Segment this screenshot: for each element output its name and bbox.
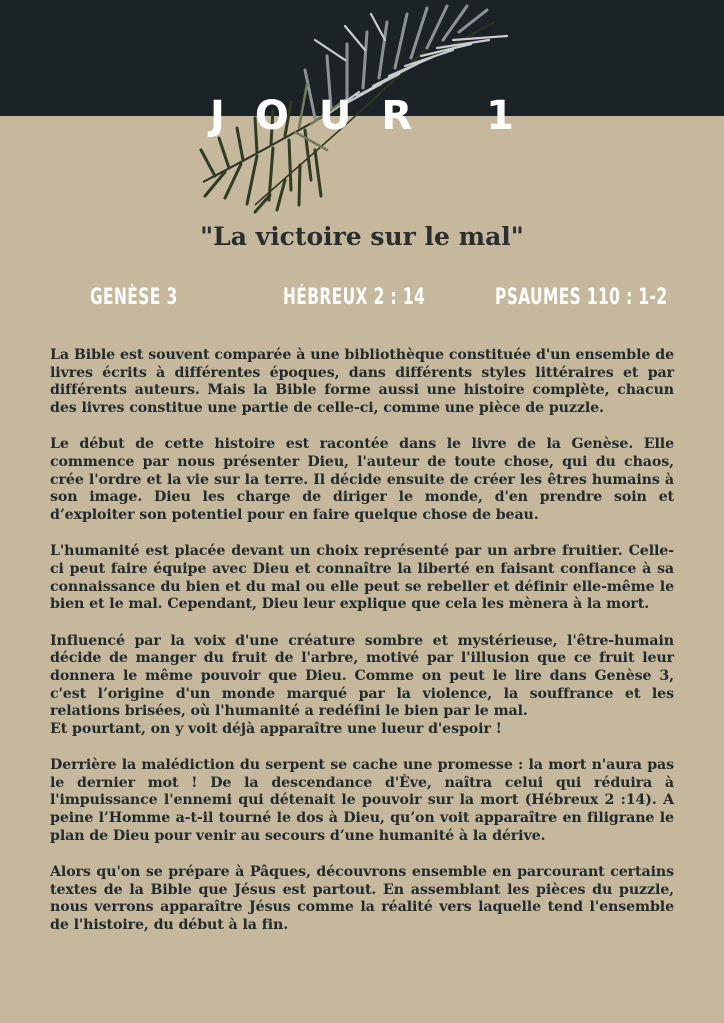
- paragraph-genesis-beginning: Le début de cette histoire est racontée dans le livre de la Genèse. Elle commence par nous présenter Dieu, l'auteur de toute chose, qui du chaos, crée l'ordre et la vie sur la terre. Il décide ensuite de créer les êtres humains à son image. Dieu les charge de diriger le monde, d'en prendre soin et d’exploiter son potentiel pour en faire quelque chose de beau.: [50, 436, 674, 523]
- paragraph-humanity-choice: L'humanité est placée devant un choix représenté par un arbre fruitier. Celle-ci peut faire équipe avec Dieu et connaître la liberté en faisant confiance à sa connaissance du bien et du mal ou elle peut se rebeller et définir elle-même le bien et le mal. Cependant, Dieu leur explique que cela les mènera à la mort.: [50, 543, 674, 613]
- paragraph-promise: Derrière la malédiction du serpent se cache une promesse : la mort n'aura pas le dernier mot ! De la descendance d'Ève, naîtra celui qui réduira à l'impuissance l'ennemi qui détenait le pouvoir sur la mort (Hébreux 2 :14). A peine l’Homme a-t-il tourné le dos à Dieu, qu’on voit apparaître en filigrane le plan de Dieu pour venir au secours d’une humanité à la dérive.: [50, 757, 674, 844]
- reference-psalms: PSAUMES 110 : 1-2: [495, 285, 668, 310]
- paragraph-easter: Alors qu'on se prépare à Pâques, découvrons ensemble en parcourant certains textes de la Bible que Jésus est partout. En assemblant les pièces du puzzle, nous verrons apparaître Jésus comme la réalité vers laquelle tend l'ensemble de l'histoire, du début à la fin.: [50, 864, 674, 934]
- paragraph-influence: Influencé par la voix d'une créature sombre et mystérieuse, l'être-humain décide de manger du fruit de l'arbre, motivé par l'illusion que ce fruit leur donnera le même pouvoir que Dieu. Comme on peut le lire dans Genèse 3, c'est l’origine d'un monde marqué par la violence, la souffrance et les relations brisées, où l'humanité a redéfini le bien par le mal.: [50, 632, 674, 720]
- day-title: JOUR 1: [210, 93, 544, 139]
- body-text: [50, 347, 674, 954]
- reference-hebrews: HÉBREUX 2 : 14: [283, 285, 426, 310]
- page-subtitle: "La victoire sur le mal": [200, 222, 524, 251]
- reference-genesis: GENÈSE 3: [90, 285, 178, 310]
- paragraph-bible-intro: La Bible est souvent comparée à une bibliothèque constituée d'un ensemble de livres écrits à différentes époques, dans différents styles littéraires et par différents auteurs. Mais la Bible forme aussi une histoire complète, chacun des livres constitue une partie de celle-ci, comme une pièce de puzzle.: [50, 347, 674, 416]
- scripture-references: [0, 285, 724, 319]
- paragraph-hope: Et pourtant, on y voit déjà apparaître une lueur d'espoir !: [50, 720, 502, 737]
